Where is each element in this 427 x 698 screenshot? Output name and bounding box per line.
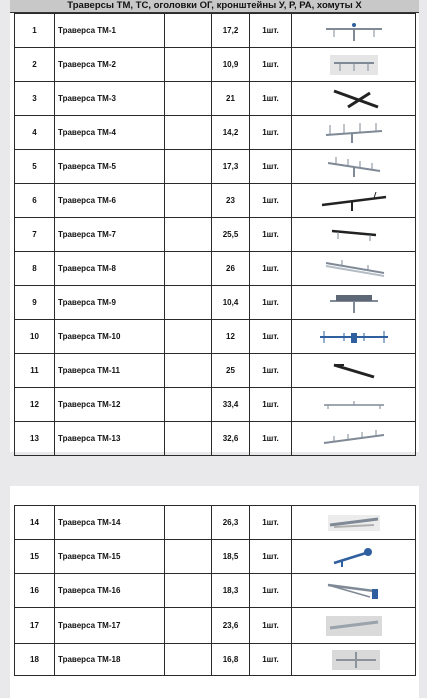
empty-cell (165, 218, 212, 252)
row-number: 10 (15, 320, 55, 354)
row-number: 18 (15, 644, 55, 676)
row-number: 13 (15, 422, 55, 456)
product-quantity: 1шт. (250, 82, 292, 116)
product-quantity: 1шт. (250, 644, 292, 676)
row-number: 4 (15, 116, 55, 150)
empty-cell (165, 150, 212, 184)
traverse-tm11-icon (314, 358, 394, 384)
row-number: 1 (15, 14, 55, 48)
table-row (15, 82, 416, 116)
product-picture (292, 150, 416, 184)
product-value: 18,3 (212, 574, 250, 608)
row-number: 9 (15, 286, 55, 320)
product-quantity: 1шт. (250, 608, 292, 644)
product-value: 23 (212, 184, 250, 218)
table-row (15, 48, 416, 82)
table-row (15, 574, 416, 608)
product-picture (292, 320, 416, 354)
traverse-tm3-icon (314, 86, 394, 112)
product-picture (292, 252, 416, 286)
product-name: Траверса ТМ-11 (55, 354, 165, 388)
product-name: Траверса ТМ-16 (55, 574, 165, 608)
page-title: Траверсы ТМ, ТС, оголовки ОГ, кронштейны У, Р, РА, хомуты Х (10, 0, 419, 13)
product-name: Траверса ТМ-5 (55, 150, 165, 184)
row-number: 3 (15, 82, 55, 116)
traverse-tm18-icon (314, 648, 394, 672)
product-value: 18,5 (212, 540, 250, 574)
product-quantity: 1шт. (250, 286, 292, 320)
table-row (15, 14, 416, 48)
product-quantity: 1шт. (250, 150, 292, 184)
product-quantity: 1шт. (250, 320, 292, 354)
product-picture (292, 388, 416, 422)
product-value: 26 (212, 252, 250, 286)
product-value: 33,4 (212, 388, 250, 422)
table-row (15, 286, 416, 320)
product-value: 21 (212, 82, 250, 116)
empty-cell (165, 116, 212, 150)
empty-cell (165, 286, 212, 320)
table-row (15, 252, 416, 286)
product-value: 26,3 (212, 506, 250, 540)
row-number: 14 (15, 506, 55, 540)
row-number: 17 (15, 608, 55, 644)
product-name: Траверса ТМ-9 (55, 286, 165, 320)
table-row (15, 320, 416, 354)
product-quantity: 1шт. (250, 184, 292, 218)
empty-cell (165, 354, 212, 388)
product-quantity: 1шт. (250, 388, 292, 422)
product-picture (292, 354, 416, 388)
traverse-tm4-icon (314, 120, 394, 146)
products-table-2 (14, 505, 416, 676)
product-value: 32,6 (212, 422, 250, 456)
empty-cell (165, 540, 212, 574)
traverse-tm17-icon (314, 612, 394, 640)
product-value: 17,2 (212, 14, 250, 48)
product-picture (292, 506, 416, 540)
traverse-tm9-icon (314, 290, 394, 316)
empty-cell (165, 82, 212, 116)
product-name: Траверса ТМ-13 (55, 422, 165, 456)
product-name: Траверса ТМ-1 (55, 14, 165, 48)
empty-cell (165, 644, 212, 676)
traverse-tm13-icon (314, 426, 394, 452)
product-picture (292, 82, 416, 116)
table-row (15, 540, 416, 574)
table-row (15, 184, 416, 218)
row-number: 16 (15, 574, 55, 608)
product-quantity: 1шт. (250, 252, 292, 286)
table-row (15, 354, 416, 388)
empty-cell (165, 608, 212, 644)
table-row (15, 644, 416, 676)
product-name: Траверса ТМ-8 (55, 252, 165, 286)
product-name: Траверса ТМ-15 (55, 540, 165, 574)
product-picture (292, 48, 416, 82)
table-row (15, 506, 416, 540)
product-value: 10,4 (212, 286, 250, 320)
traverse-tm12-icon (314, 392, 394, 418)
empty-cell (165, 48, 212, 82)
traverse-tm14-icon (314, 510, 394, 536)
traverse-tm16-icon (314, 578, 394, 604)
products-table-1 (14, 13, 416, 456)
table-row (15, 150, 416, 184)
empty-cell (165, 252, 212, 286)
product-name: Траверса ТМ-10 (55, 320, 165, 354)
product-name: Траверса ТМ-7 (55, 218, 165, 252)
empty-cell (165, 14, 212, 48)
traverse-tm5-icon (314, 154, 394, 180)
product-picture (292, 540, 416, 574)
traverse-tm15-icon (314, 544, 394, 570)
table-row (15, 218, 416, 252)
product-value: 12 (212, 320, 250, 354)
product-picture (292, 574, 416, 608)
product-value: 14,2 (212, 116, 250, 150)
product-quantity: 1шт. (250, 354, 292, 388)
product-quantity: 1шт. (250, 540, 292, 574)
table-row (15, 116, 416, 150)
product-quantity: 1шт. (250, 116, 292, 150)
traverse-tm1-icon (314, 18, 394, 44)
table-row (15, 388, 416, 422)
product-value: 23,6 (212, 608, 250, 644)
product-picture (292, 608, 416, 644)
product-picture (292, 644, 416, 676)
table-row (15, 422, 416, 456)
empty-cell (165, 388, 212, 422)
traverse-tm2-icon (314, 52, 394, 78)
row-number: 6 (15, 184, 55, 218)
product-value: 16,8 (212, 644, 250, 676)
row-number: 12 (15, 388, 55, 422)
traverse-tm7-icon (314, 222, 394, 248)
product-value: 10,9 (212, 48, 250, 82)
row-number: 8 (15, 252, 55, 286)
row-number: 5 (15, 150, 55, 184)
product-picture (292, 14, 416, 48)
product-quantity: 1шт. (250, 14, 292, 48)
row-number: 11 (15, 354, 55, 388)
product-name: Траверса ТМ-17 (55, 608, 165, 644)
row-number: 15 (15, 540, 55, 574)
product-quantity: 1шт. (250, 218, 292, 252)
empty-cell (165, 574, 212, 608)
product-name: Траверса ТМ-3 (55, 82, 165, 116)
product-picture (292, 422, 416, 456)
product-name: Траверса ТМ-4 (55, 116, 165, 150)
product-quantity: 1шт. (250, 48, 292, 82)
page-sheet-2 (10, 486, 419, 698)
empty-cell (165, 184, 212, 218)
empty-cell (165, 506, 212, 540)
product-value: 25 (212, 354, 250, 388)
product-name: Траверса ТМ-6 (55, 184, 165, 218)
traverse-tm6-icon (314, 188, 394, 214)
product-picture (292, 286, 416, 320)
product-quantity: 1шт. (250, 422, 292, 456)
product-quantity: 1шт. (250, 574, 292, 608)
page-sheet-1 (10, 0, 419, 452)
product-picture (292, 184, 416, 218)
traverse-tm8-icon (314, 256, 394, 282)
empty-cell (165, 422, 212, 456)
product-name: Траверса ТМ-12 (55, 388, 165, 422)
table-row (15, 608, 416, 644)
row-number: 7 (15, 218, 55, 252)
row-number: 2 (15, 48, 55, 82)
product-name: Траверса ТМ-18 (55, 644, 165, 676)
product-picture (292, 116, 416, 150)
product-value: 17,3 (212, 150, 250, 184)
product-quantity: 1шт. (250, 506, 292, 540)
traverse-tm10-icon (314, 324, 394, 350)
product-picture (292, 218, 416, 252)
empty-cell (165, 320, 212, 354)
product-name: Траверса ТМ-14 (55, 506, 165, 540)
product-name: Траверса ТМ-2 (55, 48, 165, 82)
product-value: 25,5 (212, 218, 250, 252)
